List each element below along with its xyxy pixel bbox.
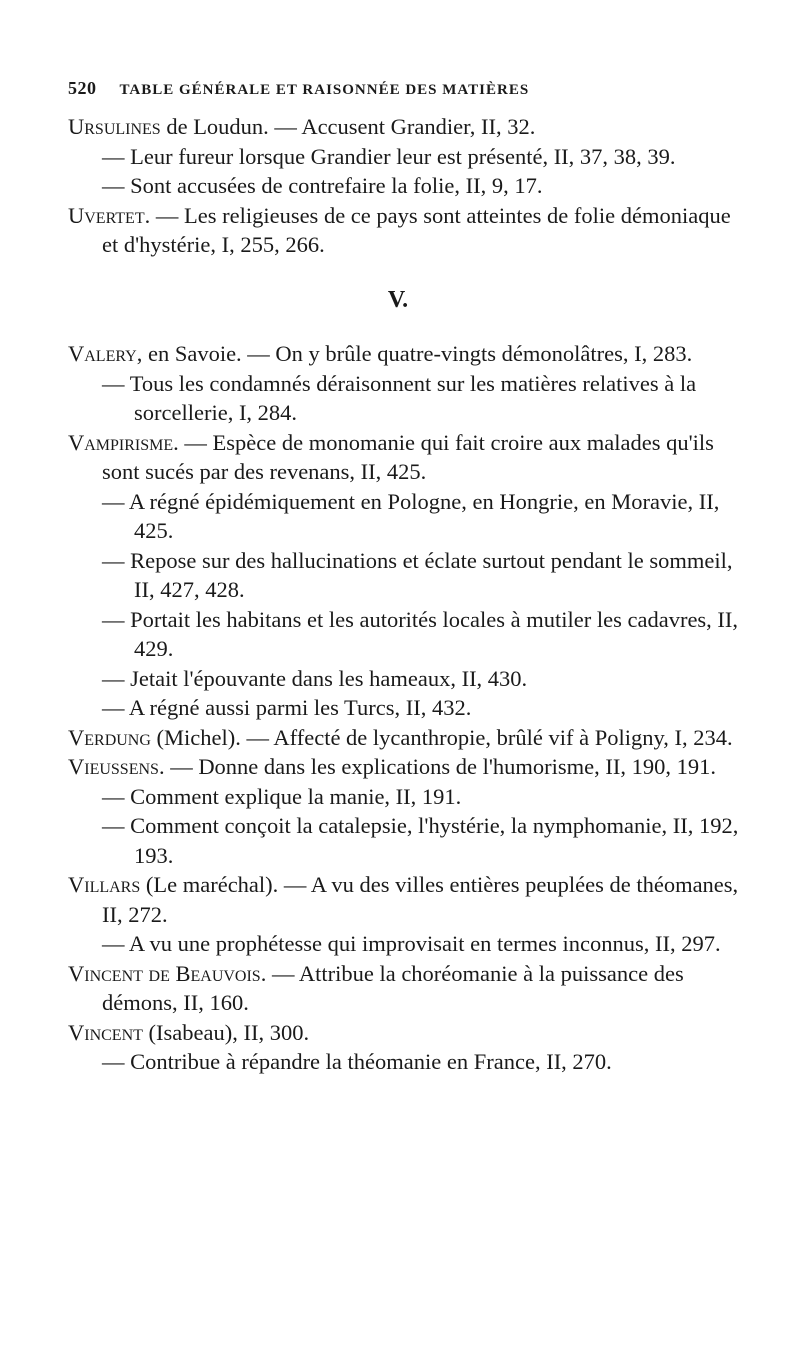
entry-main-line — [68, 201, 748, 260]
running-head — [68, 78, 728, 99]
entry-text: . — Espèce de monomanie qui fait croire aux malades qu'ils sont sucés par des revenans, II, 425. — [102, 429, 714, 484]
entry-text: (Le maréchal). — A vu des villes entières peuplées de théomanes, II, 272. — [102, 872, 739, 927]
entry-headword: Villars — [68, 872, 141, 897]
entry-subentry: — A régné épidémiquement en Pologne, en Hongrie, en Moravie, II, 425. — [102, 488, 720, 543]
entry-text: de Loudun. — Accusent Grandier, II, 32. — [160, 114, 536, 139]
entry-subentry: — A régné aussi parmi les Turcs, II, 432. — [102, 695, 472, 720]
entry-headword: Vincent de Beauvois — [68, 960, 261, 986]
entry-text: (Michel). — Affecté de lycanthropie, brûlé vif à Poligny, I, 234. — [150, 724, 733, 750]
entry-subentry: — Leur fureur lorsque Grandier leur est présenté, II, 37, 38, 39. — [102, 143, 676, 169]
entry-headword: Vieussens — [68, 754, 159, 779]
entry-main-line — [68, 752, 748, 782]
index-entry — [68, 339, 748, 428]
entry-subentry: — Portait les habitans et les autorités locales à mutiler les cadavres, II, 429. — [102, 606, 739, 661]
index-entry — [68, 752, 748, 870]
entry-subentry: — Repose sur des hallucinations et éclate surtout pendant le sommeil, II, 427, 428. — [102, 547, 733, 602]
section-letter: V. — [387, 286, 409, 313]
entry-subentry: — Tous les condamnés déraisonnent sur les matières relatives à la sorcellerie, I, 284. — [102, 370, 697, 425]
page-number: 520 — [68, 78, 97, 98]
index-entry — [68, 112, 748, 201]
index-text — [68, 112, 748, 1077]
entry-text: , en Savoie. — On y brûle quatre-vingts démonolâtres, I, 283. — [136, 341, 693, 366]
entry-headword: Vincent — [68, 1019, 143, 1045]
entry-main-line — [68, 870, 748, 929]
entry-main-line — [68, 112, 748, 142]
entry-headword: Uvertet — [68, 202, 145, 228]
entry-subentry: — Jetait l'épouvante dans les hameaux, II, 430. — [102, 665, 528, 691]
entry-subentry: — A vu une prophétesse qui improvisait en termes inconnus, II, 297. — [102, 931, 721, 956]
entry-main-line — [68, 1018, 748, 1048]
index-entry — [68, 870, 748, 959]
entry-subentry: — Sont accusées de contrefaire la folie, II, 9, 17. — [102, 173, 543, 198]
entry-subentry: — Comment conçoit la catalepsie, l'hystérie, la nymphomanie, II, 192, 193. — [102, 813, 739, 868]
entry-headword: Verdung — [68, 724, 151, 750]
entry-main-line — [68, 339, 748, 369]
entry-text: . — Les religieuses de ce pays sont atteintes de folie démoniaque et d'hystérie, I, 255, 266. — [102, 202, 731, 257]
entry-headword: Valery — [68, 341, 137, 366]
entry-subentry: — Comment explique la manie, II, 191. — [102, 783, 462, 809]
entry-headword: Ursulines — [68, 114, 161, 139]
index-entry — [68, 201, 748, 260]
entry-text: . — Attribue la choréomanie à la puissance des démons, II, 160. — [102, 960, 684, 1015]
index-entry — [68, 723, 748, 753]
index-entry — [68, 1018, 748, 1077]
entry-main-line — [68, 959, 748, 1018]
index-group-v — [68, 339, 748, 1077]
entry-text: . — Donne dans les explications de l'humorisme, II, 190, 191. — [158, 754, 717, 779]
entry-subentry: — Contribue à répandre la théomanie en France, II, 270. — [102, 1049, 612, 1074]
index-group-u — [68, 112, 748, 260]
entry-main-line — [68, 723, 748, 753]
entry-text: (Isabeau), II, 300. — [142, 1019, 310, 1045]
running-title: TABLE GÉNÉRALE ET RAISONNÉE DES MATIÈRES — [119, 82, 530, 98]
index-entry — [68, 959, 748, 1018]
entry-main-line — [68, 428, 748, 487]
entry-headword: Vampirisme — [68, 429, 174, 455]
index-entry — [68, 428, 748, 723]
